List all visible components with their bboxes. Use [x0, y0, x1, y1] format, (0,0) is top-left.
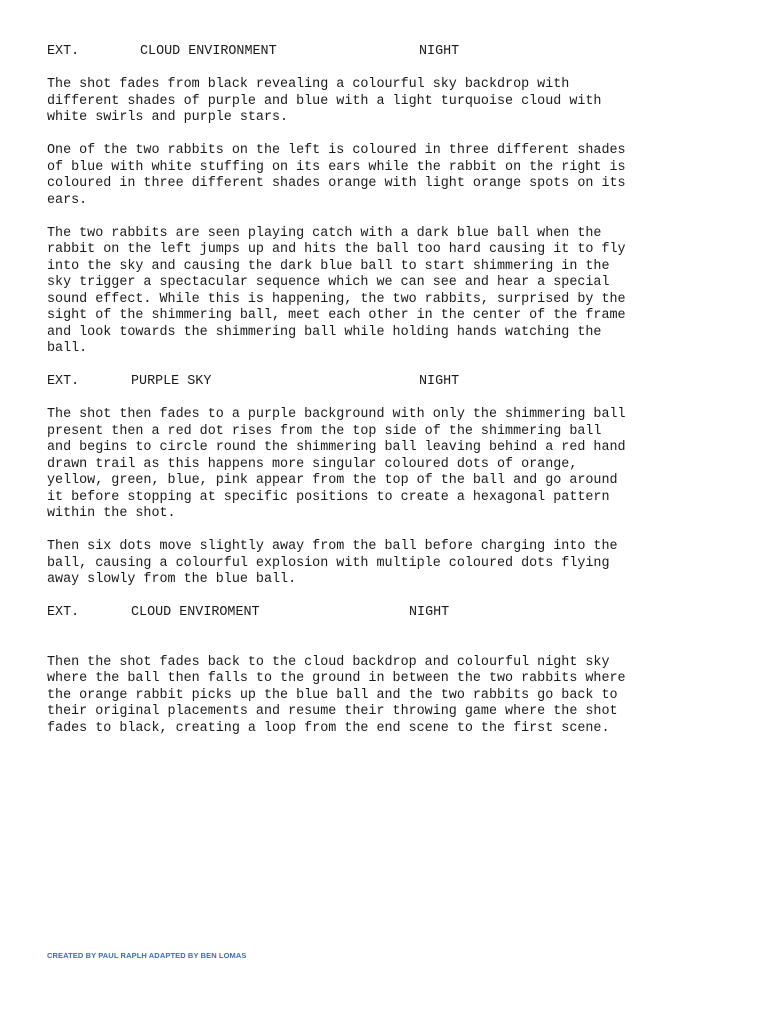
paragraph-line: present then a red dot rises from the top side of the shimmering ball — [47, 423, 602, 439]
scene-ext: EXT. — [47, 44, 80, 59]
paragraph-line: coloured in three different shades orange with light orange spots on its — [47, 176, 626, 191]
paragraph-line: Then six dots move slightly away from the ball before charging into the — [47, 539, 618, 554]
paragraph-line: the orange rabbit picks up the blue ball and the two rabbits go back to — [47, 687, 618, 703]
paragraph-1 — [47, 77, 737, 127]
paragraph-line: sky trigger a spectacular sequence which we can see and hear a special — [47, 275, 610, 290]
scene-heading-cloud-enviroment — [47, 605, 737, 622]
paragraph-5 — [47, 539, 737, 589]
paragraph-line: One of the two rabbits on the left is coloured in three different shades — [47, 143, 626, 158]
scene-ext: EXT. — [47, 605, 80, 620]
paragraph-line: ball. — [47, 341, 88, 356]
paragraph-line: Then the shot fades back to the cloud backdrop and colourful night sky — [47, 654, 610, 670]
paragraph-line: The two rabbits are seen playing catch with a dark blue ball when the — [47, 225, 602, 241]
paragraph-line: their original placements and resume their throwing game where the shot — [47, 704, 618, 719]
paragraph-line: sight of the shimmering ball, meet each other in the center of the frame — [47, 308, 626, 323]
paragraph-line: into the sky and causing the dark blue ball to start shimmering in the — [47, 258, 610, 274]
paragraph-line: white swirls and purple stars. — [47, 110, 289, 125]
paragraph-line: rabbit on the left jumps up and hits the ball too hard causing it to fly — [47, 242, 626, 257]
paragraph-line: of blue with white stuffing on its ears while the rabbit on the right is — [47, 159, 626, 175]
paragraph-3 — [47, 226, 737, 358]
paragraph-line: it before stopping at specific positions to create a hexagonal pattern — [47, 489, 610, 505]
scene-heading-cloud-environment — [47, 44, 737, 61]
paragraph-line: The shot fades from black revealing a colourful sky backdrop with — [47, 77, 570, 92]
scene-ext: EXT. — [47, 374, 80, 389]
paragraph-line: where the ball then falls to the ground in between the two rabbits where — [47, 671, 626, 686]
paragraph-line: fades to black, creating a loop from the end scene to the first scene. — [47, 720, 610, 736]
scene-time: NIGHT — [419, 44, 460, 59]
scene-time: NIGHT — [419, 374, 460, 389]
paragraph-line: ears. — [47, 192, 88, 208]
paragraph-line: and begins to circle round the shimmering ball leaving behind a red hand — [47, 440, 626, 455]
paragraph-4 — [47, 407, 737, 523]
paragraph-line: within the shot. — [47, 506, 176, 521]
scene-time: NIGHT — [409, 605, 450, 620]
script-page — [47, 44, 737, 737]
paragraph-line: drawn trail as this happens more singular coloured dots of orange, — [47, 456, 578, 472]
paragraph-line: ball, causing a colourful explosion with multiple coloured dots flying — [47, 555, 610, 571]
scene-heading-purple-sky — [47, 374, 737, 391]
paragraph-line: and look towards the shimmering ball while holding hands watching the — [47, 324, 602, 340]
page-footer-credit: CREATED BY PAUL RAPLH ADAPTED BY BEN LOMAS — [47, 951, 247, 960]
paragraph-2 — [47, 143, 737, 209]
paragraph-line: yellow, green, blue, pink appear from the top of the ball and go around — [47, 473, 618, 488]
paragraph-line: The shot then fades to a purple background with only the shimmering ball — [47, 407, 626, 422]
paragraph-line: away slowly from the blue ball. — [47, 572, 297, 587]
scene-location: CLOUD ENVIROMENT — [131, 605, 260, 620]
scene-location: PURPLE SKY — [131, 374, 212, 389]
paragraph-line: different shades of purple and blue with a light turquoise cloud with — [47, 93, 602, 109]
scene-location: CLOUD ENVIRONMENT — [140, 44, 277, 59]
paragraph-6 — [47, 655, 737, 738]
paragraph-line: sound effect. While this is happening, the two rabbits, surprised by the — [47, 291, 626, 307]
